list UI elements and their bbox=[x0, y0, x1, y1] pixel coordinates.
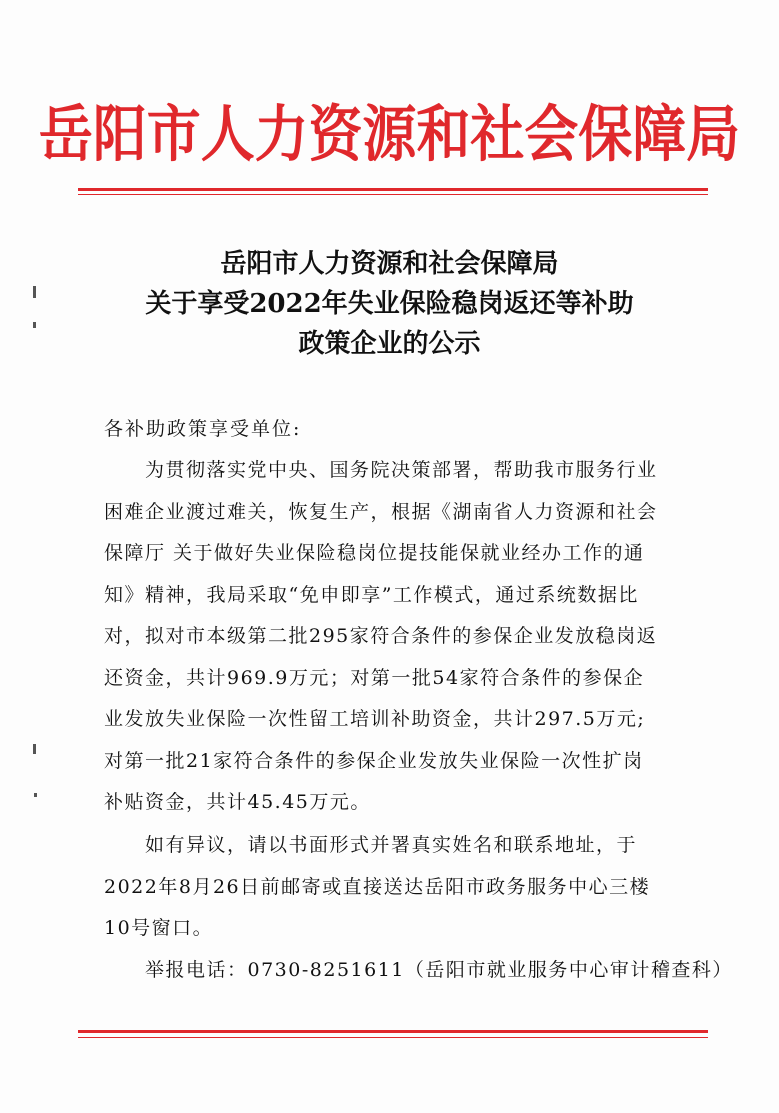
title-line: 岳阳市人力资源和社会保障局 bbox=[220, 249, 559, 279]
document-title bbox=[0, 244, 779, 364]
paragraph-line: 为贯彻落实党中央、国务院决策部署，帮助我市服务行业 bbox=[104, 459, 658, 481]
salutation: 各补助政策享受单位: bbox=[104, 418, 302, 440]
paragraph-line: 对第一批21家符合条件的参保企业发放失业保险一次性扩岗 bbox=[104, 749, 644, 772]
paragraph-hotline bbox=[104, 950, 733, 992]
paragraph-line: 补贴资金，共计45.45万元。 bbox=[104, 791, 371, 813]
paragraph-announcement bbox=[104, 450, 694, 824]
binding-mark bbox=[33, 286, 36, 298]
header-rule-thin bbox=[78, 194, 708, 195]
paragraph-line: 对，拟对市本级第二批295家符合条件的参保企业发放稳岗返 bbox=[104, 625, 658, 647]
paragraph-line: 举报电话：0730-8251611（岳阳市就业服务中心审计稽查科） bbox=[104, 959, 733, 981]
paragraph-line: 10号窗口。 bbox=[104, 917, 214, 939]
paragraph-line: 2022年8月26日前邮寄或直接送达岳阳市政务服务中心三楼 bbox=[104, 875, 651, 898]
agency-header-title: 岳阳市人力资源和社会保障局 bbox=[38, 98, 741, 170]
paragraph-line: 还资金，共计969.9万元；对第一批54家符合条件的参保企 bbox=[104, 666, 645, 689]
title-line: 关于享受2022年失业保险稳岗返还等补助 bbox=[145, 289, 634, 319]
footer-rule-thin bbox=[78, 1037, 708, 1038]
paragraph-line: 困难企业渡过难关，恢复生产，根据《湖南省人力资源和社会 bbox=[104, 500, 658, 523]
paragraph-line: 如有异议，请以书面形式并署真实姓名和联系地址，于 bbox=[104, 834, 638, 856]
paragraph-line: 知》精神，我局采取“免申即享”工作模式，通过系统数据比 bbox=[104, 583, 639, 606]
paragraph-line: 保障厅 关于做好失业保险稳岗位提技能保就业经办工作的通 bbox=[104, 542, 645, 564]
paragraph-objection bbox=[104, 825, 694, 950]
binding-mark bbox=[34, 793, 37, 797]
binding-mark bbox=[33, 744, 36, 754]
footer-rule-thick bbox=[78, 1030, 708, 1033]
title-line: 政策企业的公示 bbox=[298, 329, 481, 359]
binding-mark bbox=[33, 322, 36, 328]
header-rule-thick bbox=[78, 188, 708, 191]
paragraph-line: 业发放失业保险一次性留工培训补助资金，共计297.5万元; bbox=[104, 708, 646, 730]
